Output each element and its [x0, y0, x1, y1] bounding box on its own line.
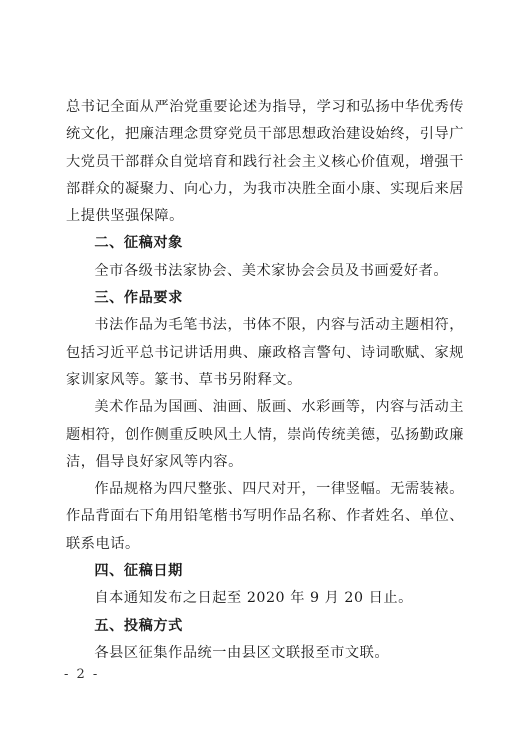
section-heading-submission-targets: 二、征稿对象 [94, 235, 183, 252]
section-heading-submission-method: 五、投稿方式 [94, 617, 183, 634]
section-heading-work-requirements: 三、作品要求 [94, 290, 183, 307]
intro-paragraph-continued: 总书记全面从严治党重要论述为指导，学习和弘扬中华优秀传统文化，把廉洁理念贯穿党员干部思想政治建设始终，引导广大党员干部群众自觉培育和践行社会主义核心价值观，增强干部群众的凝聚力、向心力，为我市决胜全面小康、实现后来居上提供坚强保障。 [66, 99, 464, 225]
document-body [66, 94, 464, 667]
submission-period-paragraph: 自本通知发布之日起至 2020 年 9 月 20 日止。 [94, 590, 413, 607]
page-number: - 2 - [64, 667, 100, 682]
section-heading-submission-period: 四、征稿日期 [94, 563, 183, 580]
calligraphy-requirements-paragraph: 书法作品为毛笔书法，书体不限，内容与活动主题相符，包括习近平总书记讲话用典、廉政格言警句、诗词歌赋、家规家训家风等。篆书、草书另附释文。 [66, 317, 464, 388]
fine-art-requirements-paragraph: 美术作品为国画、油画、版画、水彩画等，内容与活动主题相符，创作侧重反映风土人情，崇尚传统美德，弘扬勤政廉洁，倡导良好家风等内容。 [66, 399, 464, 470]
submission-targets-paragraph: 全市各级书法家协会、美术家协会会员及书画爱好者。 [94, 262, 449, 279]
submission-method-paragraph: 各县区征集作品统一由县区文联报至市文联。 [94, 644, 390, 661]
work-specification-paragraph: 作品规格为四尺整张、四尺对开，一律竖幅。无需装裱。作品背面右下角用铅笔楷书写明作品名称、作者姓名、单位、联系电话。 [66, 481, 464, 552]
